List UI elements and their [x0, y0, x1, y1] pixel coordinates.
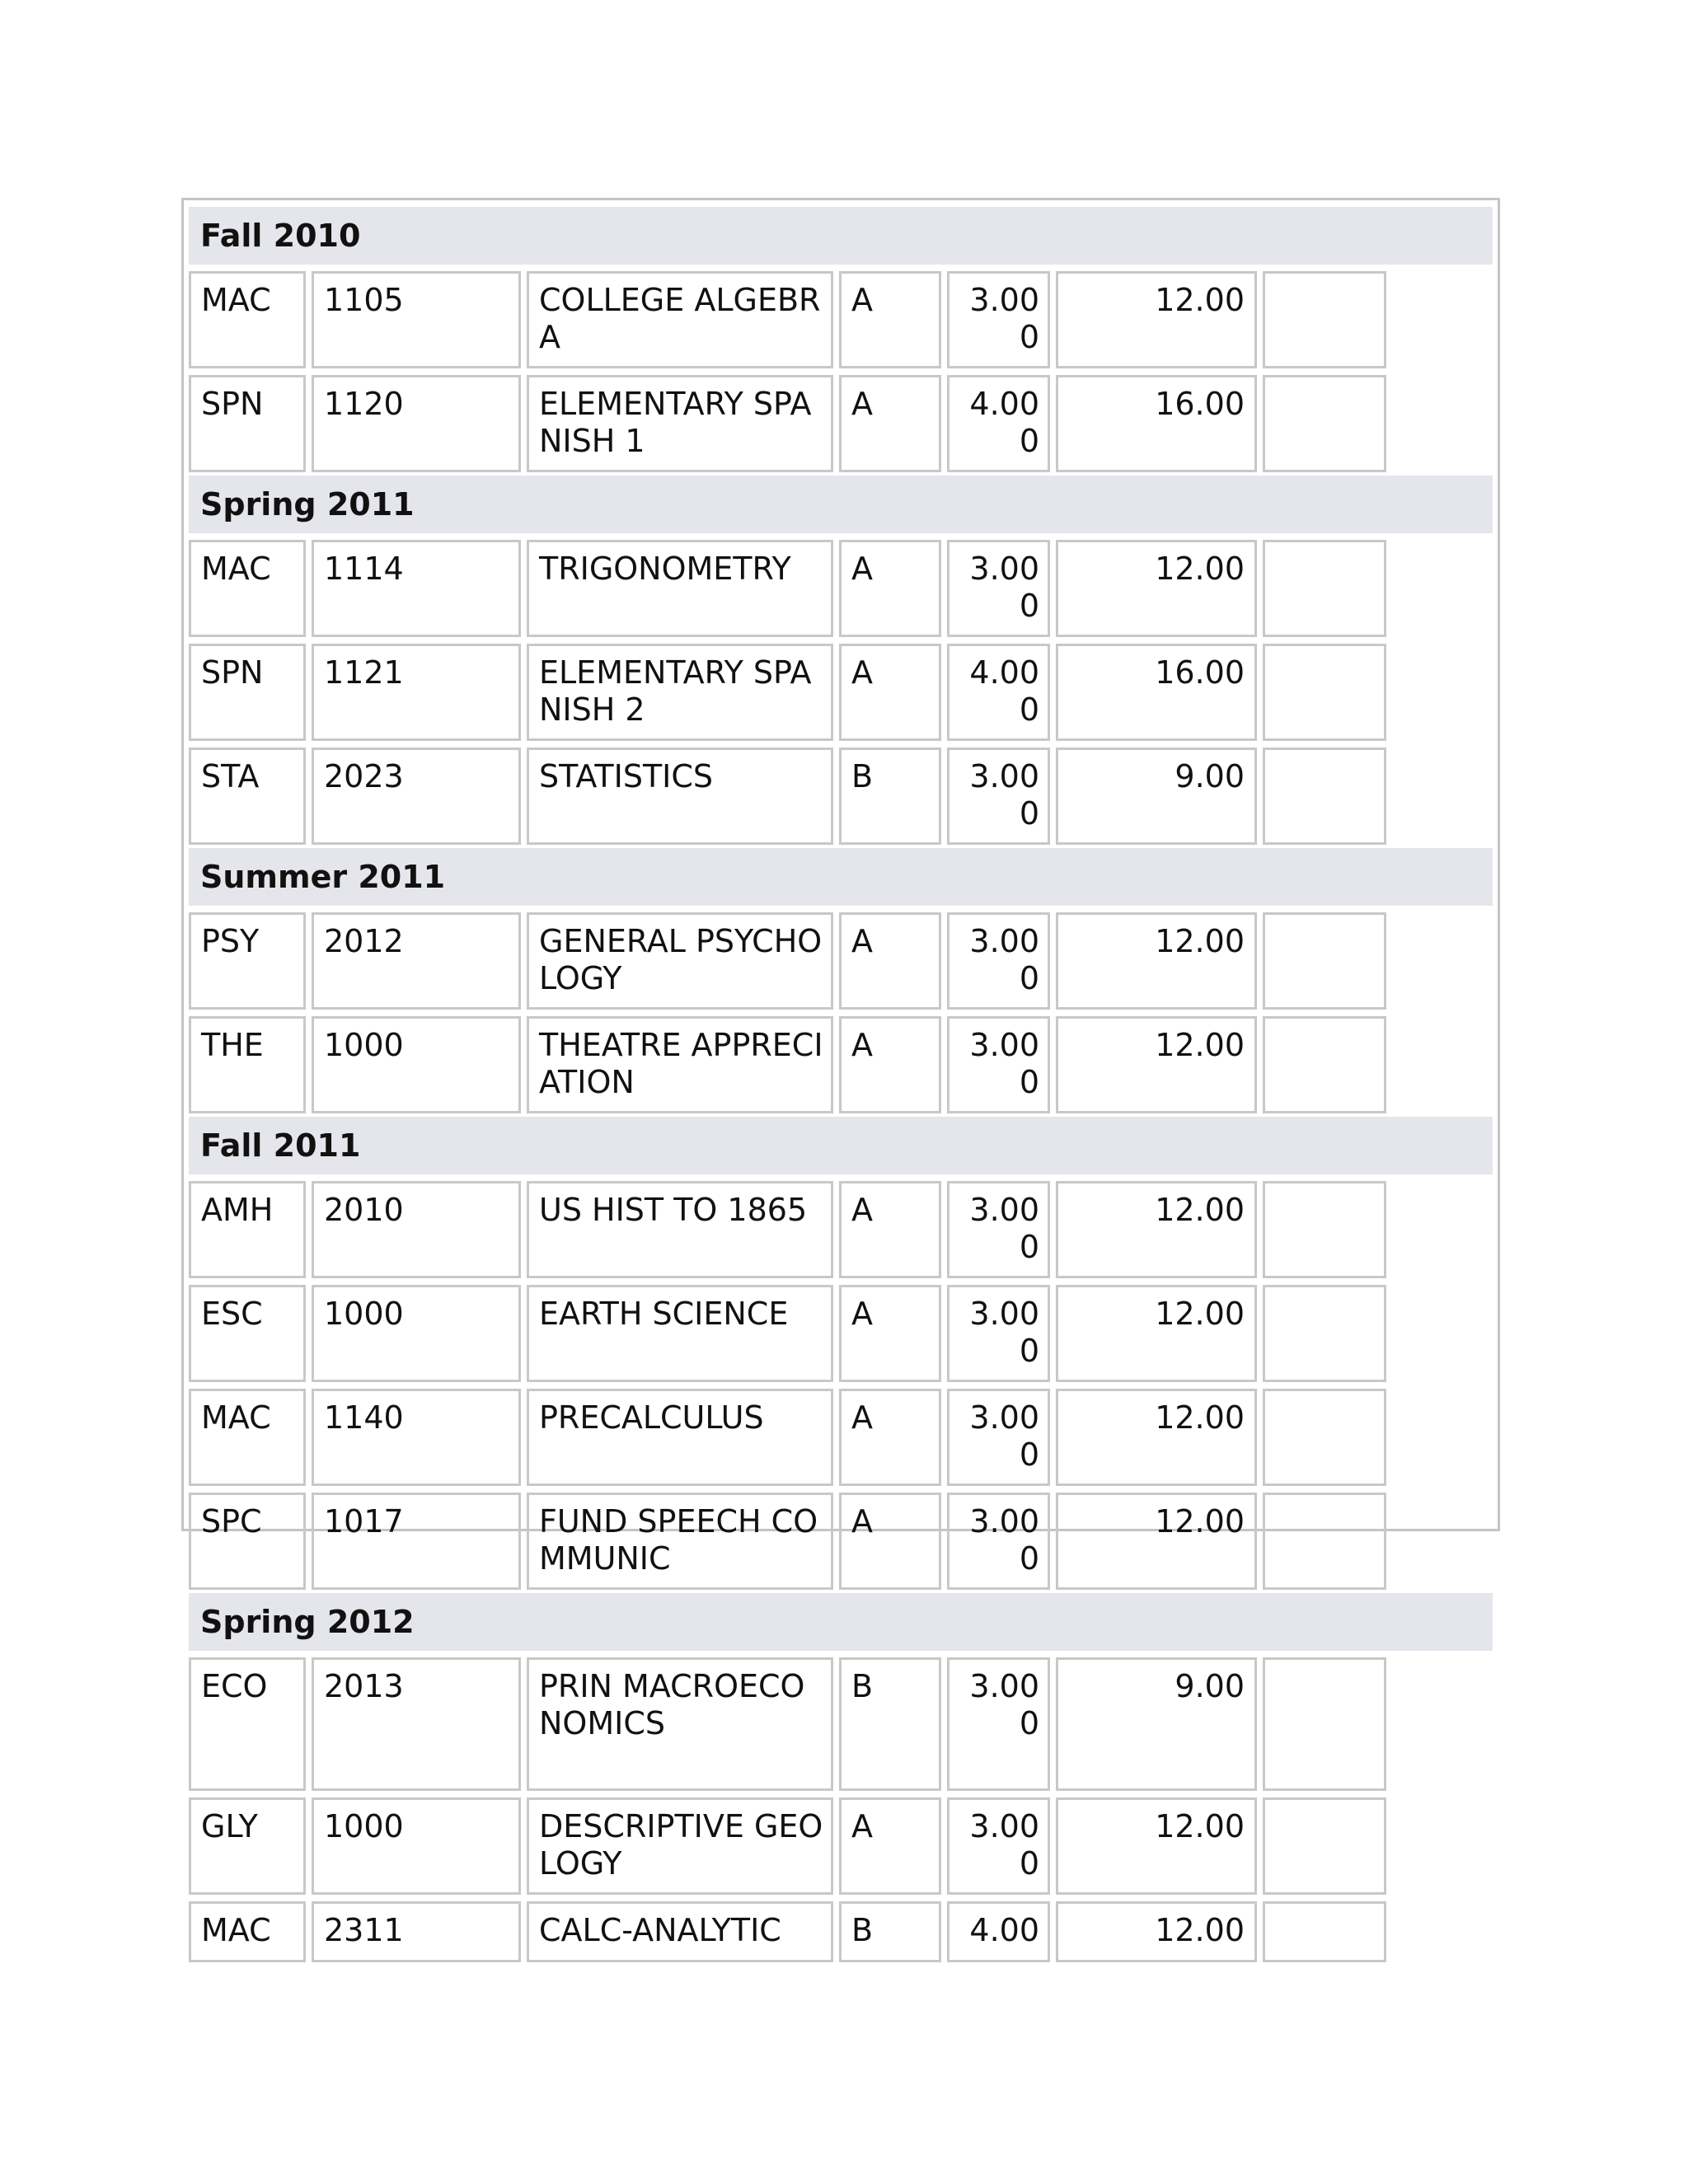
- table-row: [187, 1181, 1494, 1278]
- subject-cell: MAC: [189, 1901, 306, 1962]
- table-row: [187, 375, 1494, 472]
- grade-cell: A: [839, 1181, 941, 1278]
- quality-points-cell: 12.00: [1056, 1181, 1257, 1278]
- subject-cell: ESC: [189, 1285, 306, 1382]
- course-title-cell: US HIST TO 1865: [527, 1181, 833, 1278]
- subject-cell: MAC: [189, 540, 306, 637]
- quality-points-cell: 12.00: [1056, 912, 1257, 1010]
- grade-cell: A: [839, 1016, 941, 1113]
- quality-points-cell: 12.00: [1056, 1493, 1257, 1590]
- subject-cell: AMH: [189, 1181, 306, 1278]
- subject-cell: MAC: [189, 1389, 306, 1486]
- course-title-cell: PRECALCULUS: [527, 1389, 833, 1486]
- credits-cell: 3.000: [947, 540, 1050, 637]
- course-number-cell: 1120: [312, 375, 521, 472]
- table-row: [187, 1389, 1494, 1486]
- empty-cell: [1263, 644, 1386, 741]
- quality-points-cell: 12.00: [1056, 271, 1257, 368]
- subject-cell: STA: [189, 748, 306, 845]
- term-header: Summer 2011: [189, 848, 1493, 906]
- quality-points-cell: 16.00: [1056, 644, 1257, 741]
- table-row: [187, 1493, 1494, 1590]
- credits-cell: 4.00: [947, 1901, 1050, 1962]
- course-number-cell: 1000: [312, 1016, 521, 1113]
- course-number-cell: 2010: [312, 1181, 521, 1278]
- subject-cell: MAC: [189, 271, 306, 368]
- course-number-cell: 1114: [312, 540, 521, 637]
- credits-cell: 3.000: [947, 1016, 1050, 1113]
- credits-cell: 3.000: [947, 1797, 1050, 1895]
- grade-cell: A: [839, 644, 941, 741]
- table-row: [187, 748, 1494, 845]
- empty-cell: [1263, 1493, 1386, 1590]
- credits-cell: 3.000: [947, 1181, 1050, 1278]
- quality-points-cell: 12.00: [1056, 1285, 1257, 1382]
- empty-cell: [1263, 540, 1386, 637]
- credits-cell: 3.000: [947, 1493, 1050, 1590]
- term-header: Spring 2012: [189, 1593, 1493, 1651]
- subject-cell: PSY: [189, 912, 306, 1010]
- course-title-cell: COLLEGE ALGEBRA: [527, 271, 833, 368]
- subject-cell: GLY: [189, 1797, 306, 1895]
- table-row: [187, 540, 1494, 637]
- grade-cell: A: [839, 912, 941, 1010]
- subject-cell: SPN: [189, 644, 306, 741]
- table-row: [187, 1657, 1494, 1791]
- subject-cell: ECO: [189, 1657, 306, 1791]
- course-title-cell: PRIN MACROECONOMICS: [527, 1657, 833, 1791]
- grade-cell: A: [839, 1493, 941, 1590]
- table-row: [187, 271, 1494, 368]
- grade-cell: A: [839, 1389, 941, 1486]
- credits-cell: 3.000: [947, 1285, 1050, 1382]
- subject-cell: THE: [189, 1016, 306, 1113]
- subject-cell: SPN: [189, 375, 306, 472]
- quality-points-cell: 12.00: [1056, 540, 1257, 637]
- course-number-cell: 2311: [312, 1901, 521, 1962]
- empty-cell: [1263, 375, 1386, 472]
- empty-cell: [1263, 1285, 1386, 1382]
- credits-cell: 3.000: [947, 271, 1050, 368]
- table-row: [187, 1901, 1494, 1962]
- empty-cell: [1263, 912, 1386, 1010]
- empty-cell: [1263, 748, 1386, 845]
- course-number-cell: 2023: [312, 748, 521, 845]
- course-title-cell: TRIGONOMETRY: [527, 540, 833, 637]
- empty-cell: [1263, 271, 1386, 368]
- empty-cell: [1263, 1797, 1386, 1895]
- quality-points-cell: 12.00: [1056, 1389, 1257, 1486]
- course-number-cell: 1000: [312, 1285, 521, 1382]
- quality-points-cell: 12.00: [1056, 1797, 1257, 1895]
- grade-cell: B: [839, 748, 941, 845]
- credits-cell: 4.000: [947, 375, 1050, 472]
- table-row: [187, 1016, 1494, 1113]
- table-row: [187, 644, 1494, 741]
- course-number-cell: 2012: [312, 912, 521, 1010]
- grade-cell: B: [839, 1657, 941, 1791]
- term-header: Fall 2011: [189, 1117, 1493, 1174]
- empty-cell: [1263, 1901, 1386, 1962]
- credits-cell: 3.000: [947, 912, 1050, 1010]
- quality-points-cell: 12.00: [1056, 1901, 1257, 1962]
- table-row: [187, 1797, 1494, 1895]
- grade-cell: B: [839, 1901, 941, 1962]
- table-row: [187, 912, 1494, 1010]
- empty-cell: [1263, 1657, 1386, 1791]
- course-number-cell: 2013: [312, 1657, 521, 1791]
- course-number-cell: 1105: [312, 271, 521, 368]
- grade-cell: A: [839, 540, 941, 637]
- course-title-cell: FUND SPEECH COMMUNIC: [527, 1493, 833, 1590]
- grade-cell: A: [839, 271, 941, 368]
- course-number-cell: 1121: [312, 644, 521, 741]
- credits-cell: 3.000: [947, 1657, 1050, 1791]
- subject-cell: SPC: [189, 1493, 306, 1590]
- course-title-cell: THEATRE APPRECIATION: [527, 1016, 833, 1113]
- grade-cell: A: [839, 375, 941, 472]
- credits-cell: 3.000: [947, 1389, 1050, 1486]
- quality-points-cell: 9.00: [1056, 748, 1257, 845]
- quality-points-cell: 9.00: [1056, 1657, 1257, 1791]
- quality-points-cell: 12.00: [1056, 1016, 1257, 1113]
- table-row: [187, 1285, 1494, 1382]
- course-title-cell: DESCRIPTIVE GEOLOGY: [527, 1797, 833, 1895]
- course-title-cell: STATISTICS: [527, 748, 833, 845]
- credits-cell: 4.000: [947, 644, 1050, 741]
- course-number-cell: 1000: [312, 1797, 521, 1895]
- course-number-cell: 1017: [312, 1493, 521, 1590]
- transcript-table: [181, 198, 1500, 1948]
- empty-cell: [1263, 1016, 1386, 1113]
- course-title-cell: GENERAL PSYCHOLOGY: [527, 912, 833, 1010]
- empty-cell: [1263, 1389, 1386, 1486]
- grade-cell: A: [839, 1285, 941, 1382]
- credits-cell: 3.000: [947, 748, 1050, 845]
- course-number-cell: 1140: [312, 1389, 521, 1486]
- grade-cell: A: [839, 1797, 941, 1895]
- term-header: Spring 2011: [189, 476, 1493, 533]
- course-title-cell: EARTH SCIENCE: [527, 1285, 833, 1382]
- quality-points-cell: 16.00: [1056, 375, 1257, 472]
- course-title-cell: ELEMENTARY SPANISH 1: [527, 375, 833, 472]
- course-title-cell: ELEMENTARY SPANISH 2: [527, 644, 833, 741]
- empty-cell: [1263, 1181, 1386, 1278]
- course-title-cell: CALC-ANALYTIC: [527, 1901, 833, 1962]
- term-header: Fall 2010: [189, 207, 1493, 265]
